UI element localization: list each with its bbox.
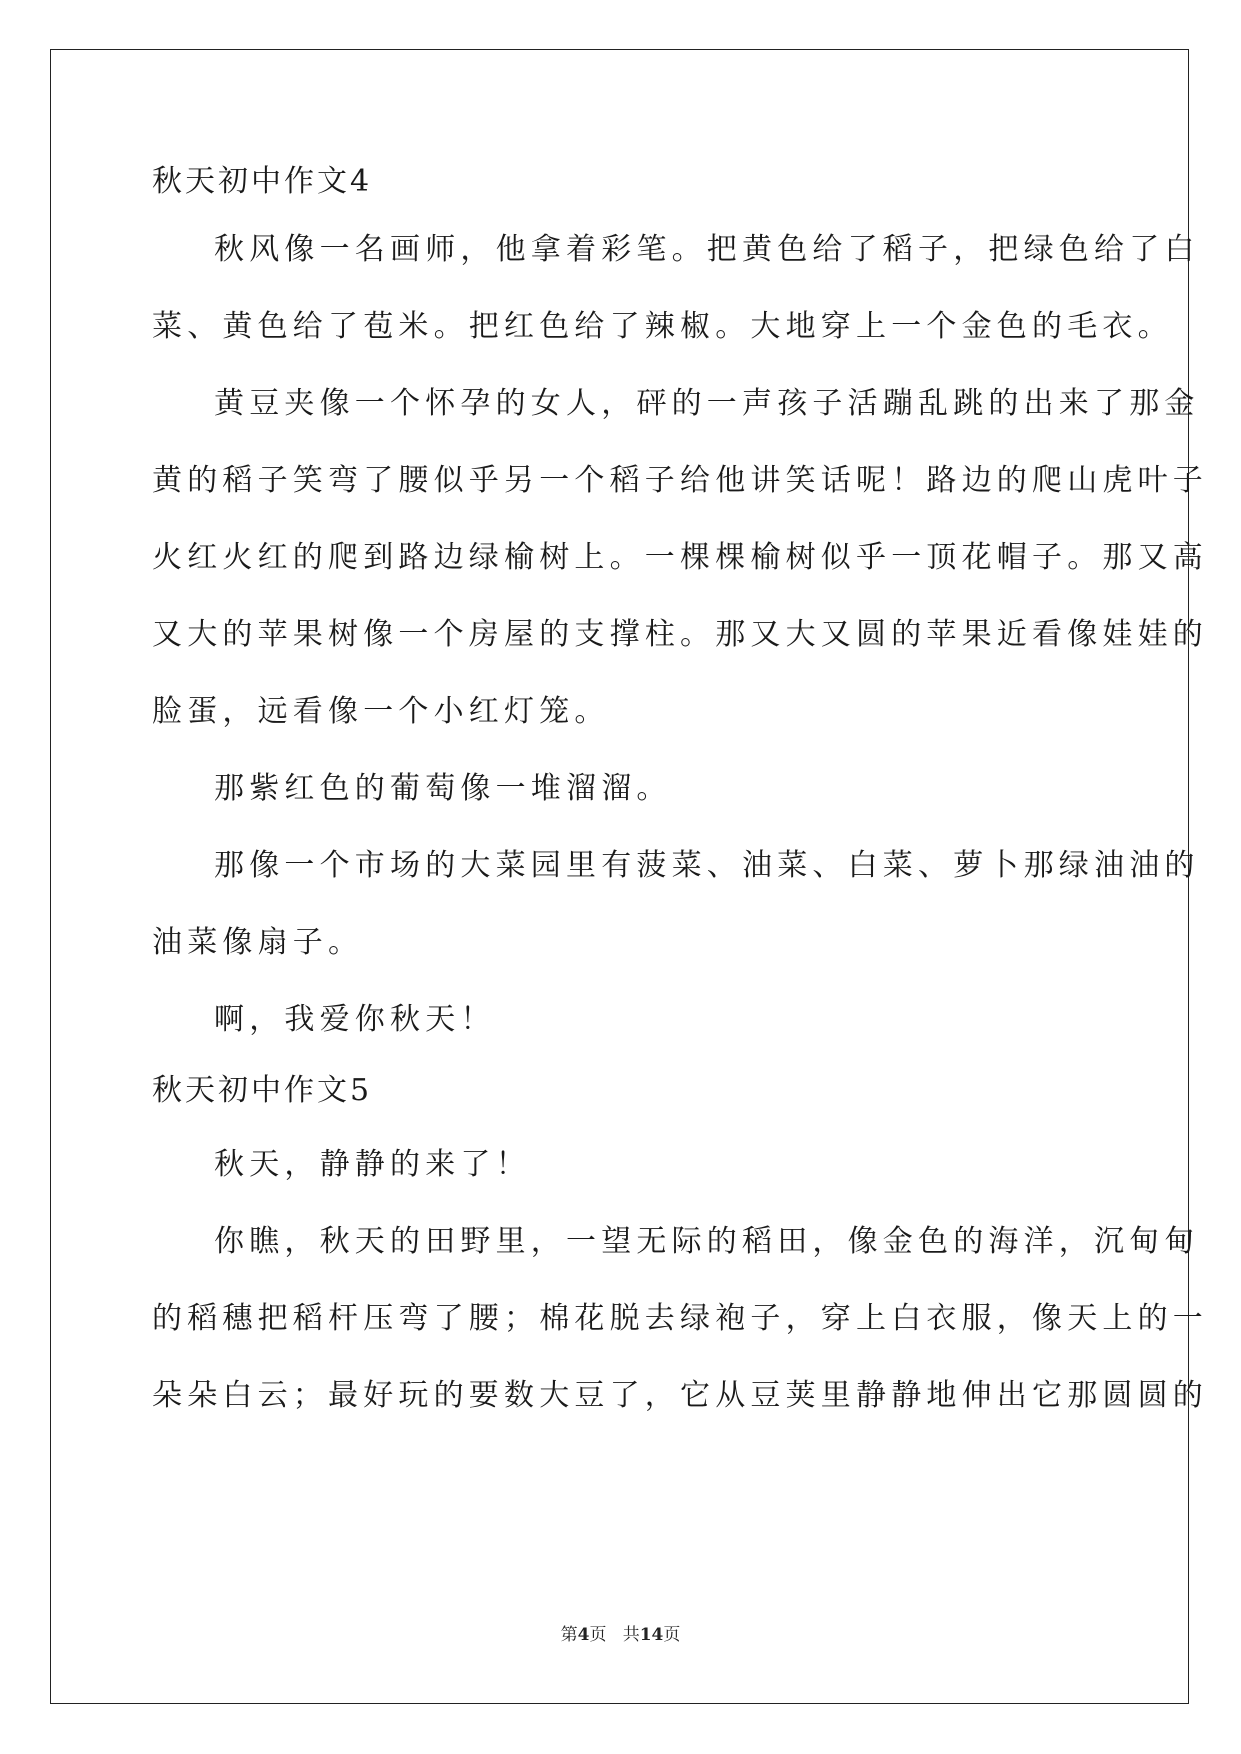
page-footer	[0, 1620, 1241, 1645]
paragraph-line: 秋天，静静的来了！	[214, 1147, 531, 1182]
paragraph-line: 菜、黄色给了苞米。把红色给了辣椒。大地穿上一个金色的毛衣。	[152, 309, 1173, 344]
footer-page-unit: 页	[589, 1625, 607, 1645]
current-page-number: 4	[577, 1625, 590, 1645]
paragraph-line: 又大的苹果树像一个房屋的支撑柱。那又大又圆的苹果近看像娃娃的	[152, 617, 1208, 652]
paragraph-line: 油菜像扇子。	[152, 925, 364, 960]
paragraph-line: 那紫红色的葡萄像一堆溜溜。	[214, 771, 672, 806]
paragraph-line: 朵朵白云；最好玩的要数大豆了，它从豆荚里静静地伸出它那圆圆的	[152, 1378, 1208, 1413]
paragraph-line: 啊，我爱你秋天！	[214, 1002, 496, 1037]
section-heading-4: 秋天初中作文4	[152, 164, 373, 199]
footer-total-prefix: 共	[622, 1625, 640, 1645]
paragraph-line: 火红火红的爬到路边绿榆树上。一棵棵榆树似乎一顶花帽子。那又高	[152, 540, 1208, 575]
paragraph-line: 的稻穗把稻杆压弯了腰；棉花脱去绿袍子，穿上白衣服，像天上的一	[152, 1301, 1208, 1336]
paragraph-line: 黄豆夹像一个怀孕的女人，砰的一声孩子活蹦乱跳的出来了那金	[214, 386, 1200, 421]
section-heading-5: 秋天初中作文5	[152, 1073, 373, 1108]
paragraph-line: 那像一个市场的大菜园里有菠菜、油菜、白菜、萝卜那绿油油的	[214, 848, 1200, 883]
footer-prefix: 第	[560, 1625, 578, 1645]
paragraph-line: 秋风像一名画师，他拿着彩笔。把黄色给了稻子，把绿色给了白	[214, 232, 1200, 267]
total-page-count: 14	[639, 1625, 664, 1645]
paragraph-line: 你瞧，秋天的田野里，一望无际的稻田，像金色的海洋，沉甸甸	[214, 1224, 1200, 1259]
paragraph-line: 脸蛋，远看像一个小红灯笼。	[152, 694, 610, 729]
footer-total-unit: 页	[663, 1625, 681, 1645]
paragraph-line: 黄的稻子笑弯了腰似乎另一个稻子给他讲笑话呢！路边的爬山虎叶子	[152, 463, 1208, 498]
